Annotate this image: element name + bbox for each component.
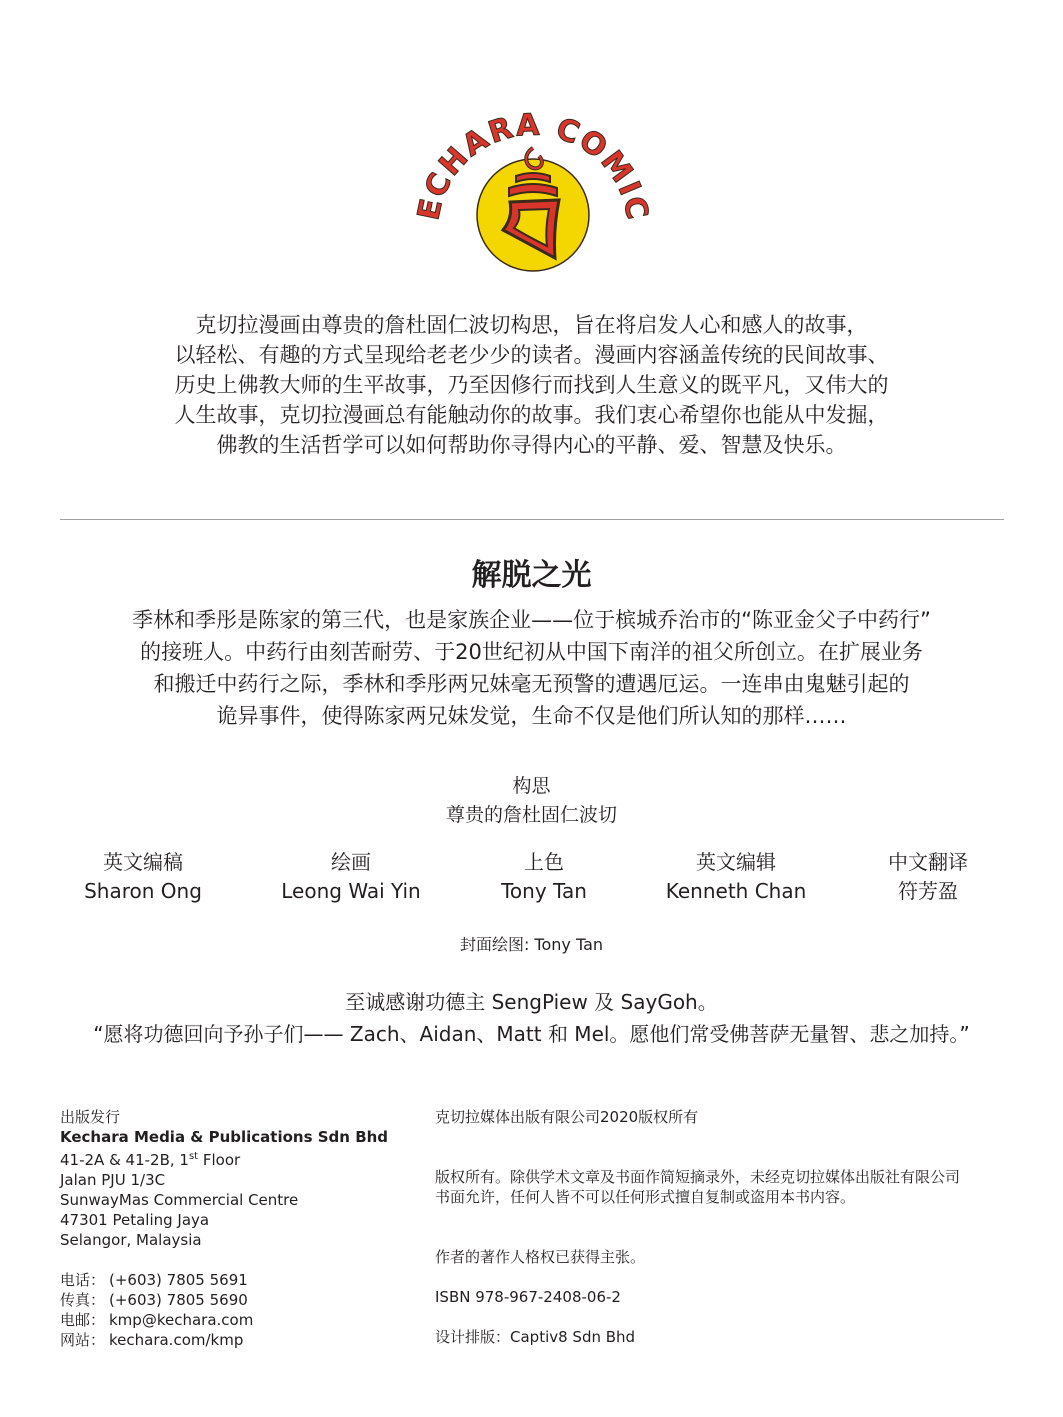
synopsis-line: 季林和季彤是陈家的第三代，也是家族企业——位于槟城乔治市的“陈亚金父子中药行” [132, 608, 931, 632]
dedication-line: “愿将功德回向予孙子们—— Zach、Aidan、Matt 和 Mel。愿他们常受佛菩萨无量智、悲之加持。” [93, 1022, 970, 1046]
publisher-company: Kechara Media & Publications Sdn Bhd [60, 1128, 389, 1146]
credit-role: 英文编辑 [696, 850, 776, 874]
credit-name: 尊贵的詹杜固仁波切 [445, 804, 617, 826]
credit-role: 上色 [524, 850, 564, 874]
credit-coloring [434, 848, 654, 906]
address-line: 41-2A & 41-2B, 1st Floor [60, 1151, 241, 1169]
phone-row: 电话： (+603) 7805 5691 [60, 1271, 248, 1289]
credit-english-draft [33, 848, 253, 906]
intro-line: 以轻松、有趣的方式呈现给老老少少的读者。漫画内容涵盖传统的民间故事、 [174, 343, 889, 367]
intro-paragraph [60, 310, 1003, 460]
isbn-line: ISBN 978-967-2408-06-2 [435, 1288, 621, 1306]
cover-credit: 封面绘图: Tony Tan [459, 935, 604, 954]
credit-illustration [241, 848, 461, 906]
rights-notice-line: 书面允许，任何人皆不可以任何形式擅自复制或盗用本书内容。 [435, 1188, 856, 1206]
address-line: 47301 Petaling Jaya [60, 1211, 210, 1229]
publisher-info [60, 1107, 400, 1350]
rights-notice-line: 版权所有。除供学术文章及书面作简短摘录外，未经克切拉媒体出版社有限公司 [435, 1168, 961, 1186]
copyright-info [435, 1107, 1015, 1347]
credit-name: 符芳盈 [898, 879, 958, 903]
synopsis [40, 604, 1023, 732]
credit-role: 中文翻译 [888, 850, 968, 874]
intro-line: 克切拉漫画由尊贵的詹杜固仁波切构思，旨在将启发人心和感人的故事， [195, 313, 868, 337]
logo-emblem-icon [413, 90, 653, 280]
credit-name: Tony Tan [501, 879, 587, 903]
credit-name: Leong Wai Yin [281, 879, 421, 903]
credit-name: Sharon Ong [84, 879, 202, 903]
credit-role: 绘画 [331, 850, 371, 874]
intro-line: 人生故事，克切拉漫画总有能触动你的故事。我们衷心希望你也能从中发掘， [174, 403, 889, 427]
credit-english-editor [626, 848, 846, 906]
section-divider [60, 519, 1004, 520]
copyright-line: 克切拉媒体出版有限公司2020版权所有 [435, 1108, 699, 1126]
address-line: SunwayMas Commercial Centre [60, 1191, 299, 1209]
book-title: 解脱之光 [471, 558, 592, 593]
website-row: 网站： kechara.com/kmp [60, 1331, 244, 1349]
synopsis-line: 诡异事件，使得陈家两兄妹发觉，生命不仅是他们所认知的那样…… [216, 704, 847, 728]
concept-credit [0, 772, 1063, 830]
intro-line: 历史上佛教大师的生平故事，乃至因修行而找到人生意义的既平凡，又伟大的 [174, 373, 889, 397]
credit-name: Kenneth Chan [665, 879, 807, 903]
intro-line: 佛教的生活哲学可以如何帮助你寻得内心的平静、爱、智慧及快乐。 [216, 433, 847, 457]
design-credit-line: 设计排版：Captiv8 Sdn Bhd [435, 1328, 636, 1346]
synopsis-line: 和搬迁中药行之际，季林和季彤两兄妹毫无预警的遭遇厄运。一连串由鬼魅引起的 [153, 672, 910, 696]
credit-role: 英文编稿 [103, 850, 183, 874]
address-line: Selangor, Malaysia [60, 1231, 202, 1249]
credit-chinese-translation [818, 848, 1038, 906]
address-line: Jalan PJU 1/3C [60, 1171, 166, 1189]
synopsis-line: 的接班人。中药行由刻苦耐劳、于20世纪初从中国下南洋的祖父所创立。在扩展业务 [140, 640, 923, 664]
kechara-comics-logo [413, 90, 653, 280]
acknowledgement [0, 986, 1063, 1050]
moral-rights-line: 作者的著作人格权已获得主张。 [435, 1248, 646, 1266]
thanks-line: 至诚感谢功德主 SengPiew 及 SayGoh。 [345, 990, 718, 1014]
fax-row: 传真： (+603) 7805 5690 [60, 1291, 248, 1309]
publisher-heading: 出版发行 [60, 1108, 121, 1126]
email-row: 电邮： kmp@kechara.com [60, 1311, 254, 1329]
credit-role: 构思 [512, 775, 551, 797]
logo-wordmark: ECHARA COMIC [413, 107, 653, 225]
